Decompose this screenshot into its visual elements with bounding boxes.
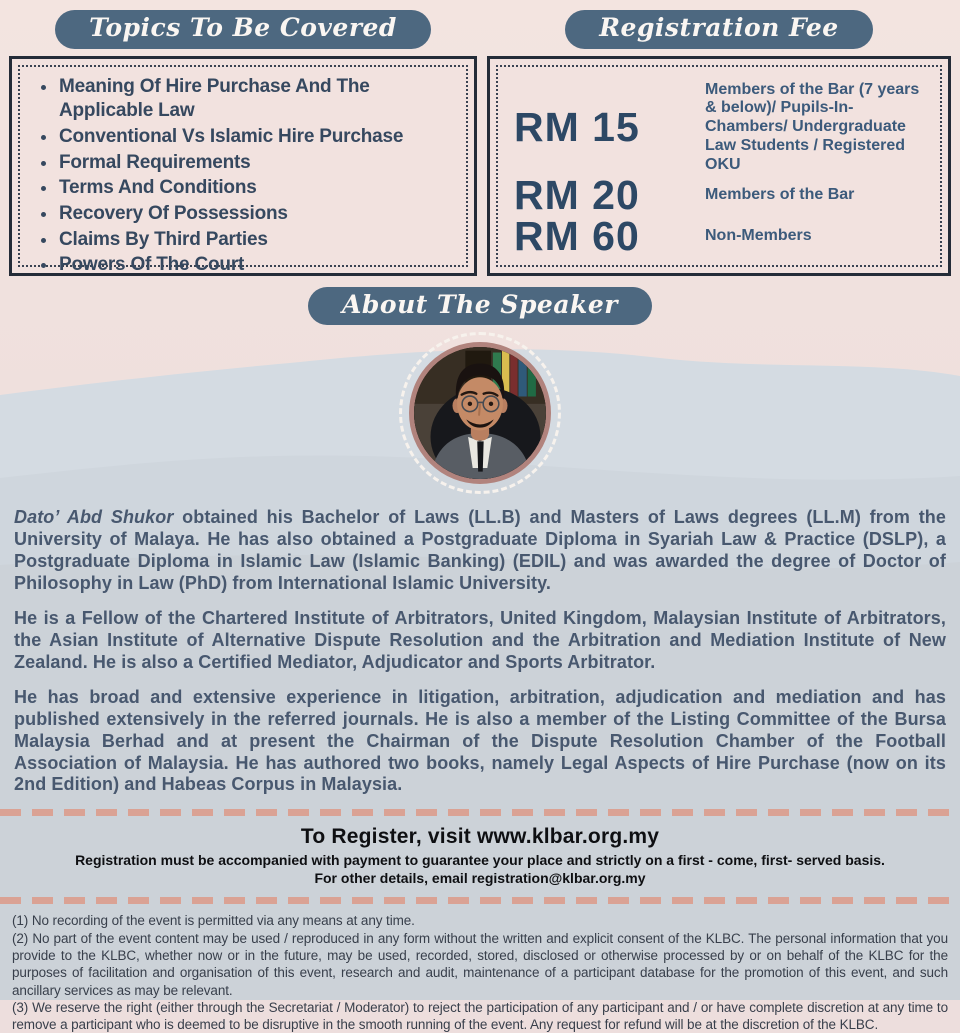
fee-description: Non-Members — [705, 226, 812, 244]
topic-item: Meaning Of Hire Purchase And The Applicable Law — [32, 75, 456, 124]
fees-box-inner — [496, 65, 942, 267]
terms-item-3: (3) We reserve the right (either through the Secretariat / Moderator) to reject the participation of any participant and / or have complete discretion at any time to remove a participant who is deemed to be disruptive in the smooth running of the event. Any request for refund will be at the discretion of the KLBC. — [12, 999, 948, 1033]
topic-item: Recovery Of Possessions — [32, 202, 456, 227]
fees-box — [487, 56, 951, 276]
terms-item-1: (1) No recording of the event is permitted via any means at any time. — [12, 913, 415, 929]
topics-header-label: Topics To Be Covered — [89, 13, 397, 42]
fees-header-pill — [565, 10, 872, 49]
topics-section — [9, 10, 477, 276]
register-line-2: Registration must be accompanied with payment to guarantee your place and strictly on a first - come, first- served basis. — [75, 852, 885, 869]
fee-amount: RM 20 — [514, 171, 640, 218]
top-row — [0, 0, 960, 276]
terms-section — [0, 906, 960, 1033]
terms-item-2: (2) No part of the event content may be used / reproduced in any form without the written and explicit consent of the KLBC. The personal information that you provide to the KLBC, whether now or in the future, may be used, recorded, stored, disclosed or otherwise processed by or on behalf of the KLBC for the purposes of facilitation and organisation of this event, research and audit, maintenance of a participant database for the promotion of this event, and such ancillary services as may be relevant. — [12, 930, 948, 998]
speaker-header-label: About The Speaker — [342, 289, 618, 319]
dashed-separator-top — [0, 809, 960, 816]
fee-amount: RM 15 — [514, 104, 640, 151]
dashed-separator-bottom — [0, 897, 960, 904]
topic-item: Conventional Vs Islamic Hire Purchase — [32, 125, 456, 150]
register-section — [0, 818, 960, 895]
fee-row — [514, 81, 928, 175]
fee-amount: RM 60 — [514, 212, 640, 259]
topics-box-inner — [18, 65, 468, 276]
register-title: To Register, visit www.klbar.org.my — [300, 825, 660, 849]
topic-item: Terms And Conditions — [32, 176, 456, 201]
speaker-name: Dato’ Abd Shukor — [14, 507, 174, 527]
bio-paragraph-2: He is a Fellow of the Chartered Institute of Arbitrators, United Kingdom, Malaysian Institute of Arbitrators, the Asian Institute of Alternative Dispute Resolution and the Arbitration and Mediation Institute of New Zealand. He is also a Certified Mediator, Adjudicator and Sports Arbitrator. — [14, 607, 946, 672]
fees-header-label: Registration Fee — [599, 13, 839, 42]
speaker-header-wrap — [0, 287, 960, 326]
fee-row — [514, 171, 928, 218]
speaker-photo-dashed-frame — [399, 332, 561, 494]
topic-item: Formal Requirements — [32, 151, 456, 176]
fee-row — [514, 212, 928, 259]
speaker-portrait-illustration — [414, 347, 546, 479]
topics-box — [9, 56, 477, 276]
speaker-bio — [14, 507, 946, 796]
topics-header-pill — [55, 10, 431, 49]
bio-paragraph-1 — [14, 507, 946, 595]
topics-list — [32, 75, 456, 279]
topic-item: Claims By Third Parties — [32, 228, 456, 253]
topics-header-wrap — [9, 10, 477, 49]
topic-item: Powers Of The Court — [32, 253, 456, 278]
speaker-section — [0, 287, 960, 797]
fees-header-wrap — [487, 10, 951, 49]
speaker-photo — [409, 342, 551, 484]
register-line-3: For other details, email registration@klbar.org.my — [314, 869, 646, 886]
fee-description: Members of the Bar (7 years & below)/ Pupils-In-Chambers/ Undergraduate Law Students / Registered OKU — [705, 80, 920, 173]
fees-section — [487, 10, 951, 276]
bio-paragraph-1-text: obtained his Bachelor of Laws (LL.B) and Masters of Laws degrees (LL.M) from the University of Malaya. He has also obtained a Postgraduate Diploma in Syariah Law & Practice (DSLP), a Postgraduate Diploma in Islamic Law (Islamic Banking) (EDIL) and was awarded the degree of Doctor of Philosophy in Law (PhD) from International Islamic University. — [14, 507, 947, 593]
speaker-header-pill — [308, 287, 652, 326]
fee-description: Members of the Bar — [705, 185, 855, 203]
speaker-photo-wrap — [0, 332, 960, 494]
bio-paragraph-3: He has broad and extensive experience in litigation, arbitration, adjudication and mediation and has published extensively in the referred journals. He is also a member of the Listing Committee of the Bursa Malaysia Berhad and at present the Chairman of the Dispute Resolution Chamber of the Football Association of Malaysia. He has authored two books, namely Legal Aspects of Hire Purchase (now on its 2nd Edition) and Habeas Corpus in Malaysia. — [14, 686, 946, 795]
